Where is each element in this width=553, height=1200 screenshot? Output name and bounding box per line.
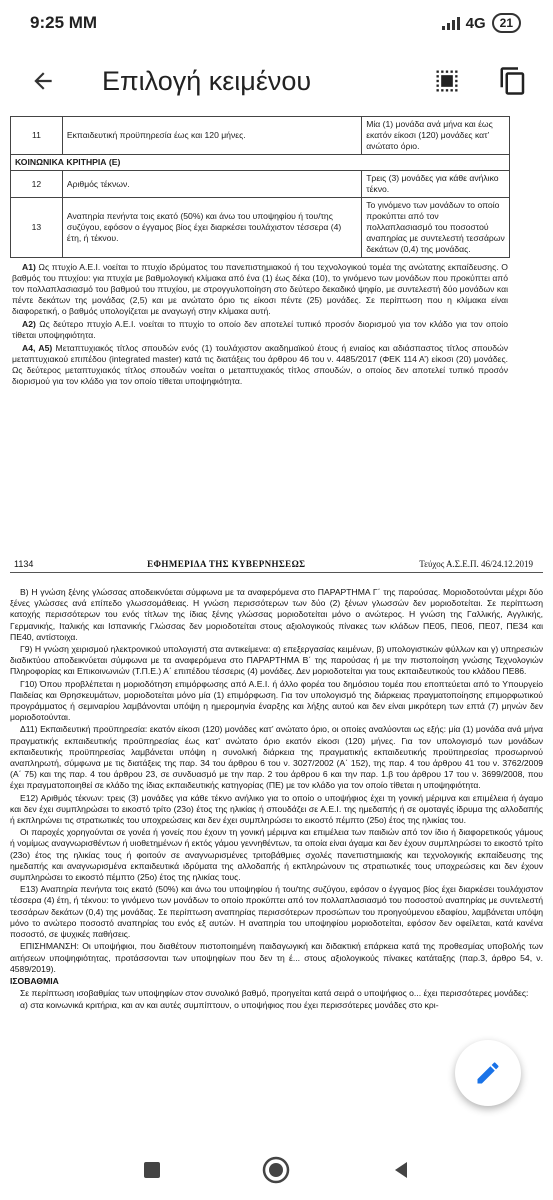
- signal-icon: [442, 16, 460, 30]
- back-triangle-icon: [390, 1159, 412, 1181]
- note-text: Μεταπτυχιακός τίτλος σπουδών ενός (1) τουλάχιστον ακαδημαϊκού έτους ή ενιαίος και αδιάσπαστος τίτλος σπουδών μεταπτυχιακού επιπέδου (integrated master) κατά τις διατάξεις του άρθρου 46 του ν. 4485/2017 (ΦΕΚ 114 Α’) είκοσι (20) μονάδες. Ως δεύτερος μεταπτυχιακός τίτλος σπουδών νοείται ο μεταπτυχιακός τίτλος σπουδών, ο οποίος δεν αποτελεί τυπικό προσόν διορισμού για τον κλάδο για τον οποίο τίθεται υποψηφιότητα.: [12, 343, 508, 386]
- note-paragraph: [12, 319, 508, 341]
- home-circle-icon: [261, 1155, 291, 1185]
- note-text: Ως δεύτερο πτυχίο Α.Ε.Ι. νοείται το πτυχίο το οποίο δεν αποτελεί τυπικό προσόν διορισμού για τον κλάδο για τον οποίο τίθεται υποψηφιότητα.: [12, 319, 508, 340]
- table-row: [11, 198, 510, 258]
- recents-square-icon: [144, 1162, 160, 1178]
- status-icons: [442, 13, 521, 33]
- table-row: [11, 171, 510, 198]
- battery-level: 21: [499, 16, 513, 30]
- row-number: 11: [11, 117, 63, 155]
- paragraph: ΕΠΙΣΗΜΑΝΣΗ: Οι υποψήφιοι, που διαθέτουν πιστοποιημένη παιδαγωγική και διδακτική επάρκεια κατά της προθεσμίας υποβολής των αιτήσεων υποψηφιότητας, προτάσσονται των υποψηφίων που δεν τη έ... στους αξιολογικούς πίνακες κατάταξης (παρ.3, άρθρο 54, ν. 4589/2019).: [10, 941, 543, 974]
- page-gap: [0, 389, 553, 559]
- row-points: Το γινόμενο των μονάδων το οποίο προκύπτει από τον πολλαπλασιασμό του ποσοστού αναπηρίας με συντελεστή τεσσάρων δεκάτων (0,4) της μονάδας.: [362, 198, 510, 258]
- row-description: Αναπηρία πενήντα τοις εκατό (50%) και άνω του υποψηφίου ή του/της συζύγου, εφόσον ο έγγαμος βίος έχει διαρκέσει τουλάχιστον τέσσερα (4) έτη, ή τέκνου.: [62, 198, 361, 258]
- page-title: Επιλογή κειμένου: [102, 65, 312, 96]
- paragraph: Οι παροχές χορηγούνται σε γονέα ή γονείς που έχουν τη γονική μέριμνα και επιμέλεια των παιδιών από τον ίδιο ή διαφορετικούς γάμους ή νομίμως αναγνωρισθέντων ή υιοθετημένων ή εκτός γάμου γεννηθέντων, τα οποία είναι άγαμα και δεν έχουν συμπληρώσει το εικοστό τρίτο (23ο) έτος της ηλικίας τους ή φοιτούν σε αναγνωρισμένες τριτοβάθμιες σχολές πανεπιστημιακής και τεχνολογικής εκπαίδευσης της ημεδαπής και αναγνωρισμένα εκπαιδευτικά ιδρύματα της αλλοδαπής ή εκπληρώνουν τις στρατιωτικές τους υποχρεώσεις και δεν έχουν συμπληρώσει το εικοστό πέμπτο (25ο) έτος της ηλικίας τους.: [10, 827, 543, 883]
- note-lead: Α4, Α5): [22, 343, 53, 353]
- arrow-back-icon: [30, 68, 56, 94]
- row-description: Αριθμός τέκνων.: [62, 171, 361, 198]
- home-button[interactable]: [256, 1150, 296, 1190]
- document-sheet-1: [4, 116, 544, 387]
- paragraph: Γ10) Όπου προβλέπεται η μοριοδότηση επιμόρφωσης από Α.Ε.Ι. ή άλλο φορέα του δημόσιου τομέα που εποπτεύεται από το Υπουργείο Παιδείας και Θρησκευμάτων, μοριοδοτείται μόνο μία (1) επιμόρφωση. Για τον υπολογισμό της διάρκειας πραγματοποίησης επιμορφωτικού προγράμματος ή σεμιναρίου λαμβάνονται υπόψη η ημερομηνία έναρξης και λήξης αυτού και δεν είναι μικρότερη των επτά (7) μηνών δεν μοριοδοτούνται.: [10, 678, 543, 723]
- paragraph: α) στα κοινωνικά κριτήρια, και αν και αυτές συμπίπτουν, ο υποψήφιος που έχει περισσότερες μονάδες στο κρι-: [20, 1000, 439, 1011]
- note-text: Ως πτυχίο Α.Ε.Ι. νοείται το πτυχίο ιδρύματος του πανεπιστημιακού ή του τεχνολογικού τομέα της ανώτατης εκπαίδευσης. Ο βαθμός του πτυχίου: για πτυχία με βαθμολογική κλίμακα από ένα (1) έως δέκα (10), το γινόμενο των μονάδων που προκύπτει από τον πολλαπλασιασμό του βαθμού του πτυχίου, με στρογγυλοποίηση στο δεύτερο δεκαδικό ψηφίο, με συντελεστή δύο μονάδων και πέντε δεκάτων της μονάδας (2,5) και με ανώτατο όριο τις είκοσι πέντε (25) μονάδες. Σε περίπτωση που η κλίμακα είναι διαφορετική, ο βαθμός υπολογίζεται με αναγωγή στην κλίμακα αυτή.: [12, 262, 508, 316]
- copy-button[interactable]: [491, 59, 535, 103]
- note-paragraph: [12, 343, 508, 387]
- status-time: 9:25 MM: [30, 13, 98, 32]
- paragraph: Δ11) Εκπαιδευτική προϋπηρεσία: εκατόν είκοσι (120) μονάδες κατ’ ανώτατο όριο, οι οποίες αναλύονται ως εξής: μία (1) μονάδα ανά μήνα πραγματικής εκπαιδευτικής προϋπηρεσίας έως κατ’ ανώτατο όριο εκατόν είκοσι (120) μήνες. Για τον υπολογισμό των μονάδων εκπαιδευτικής προϋπηρεσίας λαμβάνεται υπόψη η συνολική διάρκεια της πραγματικής εκπαιδευτικής προϋπηρεσίας προσωρινού αναπληρωτή, σύμφωνα με τις διατάξεις της παρ. 34 του άρθρου 6 του ν. 3027/2002 (Α΄ 152), της παρ. 4 του άρθρου 41 του ν. 3762/2009 (Α΄ 75) και της παρ. 4 του άρθρου 23, σε συνδυασμό με την παρ. 2 του άρθρου 6 και την παρ. 1.β του άρθρου 17 του ν. 3699/2008, που έχει πραγματοποιηθεί σε κλάδο της ίδιας εκπαιδευτικής κατηγορίας (ΠΕ) με τον κλάδο για τον οποίο τίθεται η υποψηφιότητα.: [10, 724, 543, 791]
- note-lead: Α1): [22, 262, 36, 272]
- paragraph: Σε περίπτωση ισοβαθμίας των υποψηφίων στον συνολικό βαθμό, προηγείται κατά σειρά ο υποψήφιος ο... έχει περισσότερες μονάδες:: [20, 988, 529, 999]
- note-paragraph: [12, 262, 508, 317]
- paragraph: Γ9) Η γνώση χειρισμού ηλεκτρονικού υπολογιστή στα αντικείμενα: α) επεξεργασίας κειμένων, β) υπολογιστικών φύλλων και γ) υπηρεσιών διαδικτύου αποδεικνύεται σύμφωνα με τα αναφερόμενα στο ΠΑΡΑΡΤΗΜΑ Β΄ της παρούσας ή με την πιστοποίηση γνώσης Τεχνολογιών Πληροφορίας και Επικοινωνιών (Τ.Π.Ε.) Α΄ επιπέδου τέσσερις (4) μονάδες. Δεν μοριοδοτείται για τους εκπαιδευτικούς του κλάδου ΠΕ86.: [10, 644, 543, 677]
- document-view[interactable]: [0, 116, 553, 1013]
- note-lead: Α2): [22, 319, 36, 329]
- edit-pencil-icon: [474, 1059, 502, 1087]
- top-app-bar: [0, 46, 553, 116]
- document-body: [10, 587, 543, 1012]
- status-bar: [0, 0, 553, 46]
- section-heading: ΙΣΟΒΑΘΜΙΑ: [10, 975, 59, 986]
- battery-icon: [492, 13, 521, 33]
- paragraph: Β) Η γνώση ξένης γλώσσας αποδεικνύεται σύμφωνα με τα αναφερόμενα στο ΠΑΡΑΡΤΗΜΑ Γ΄ της παρούσας. Μοριοδοτούνται μέχρι δύο ξένες γλώσσες ανά επίπεδο γλωσσομάθειας. Η γνώση περισσότερων των δύο (2) ξένων γλωσσών δεν μοριοδοτείται. Σε περίπτωση κατοχής περισσότερων του ενός τίτλων της ίδιας ξένης γλώσσας μοριοδοτείται μόνο ο ανώτερος. Η γνώση της Γαλλικής, Αγγλικής, Γερμανικής, Ιταλικής και Ισπανικής Γλώσσας δεν μοριοδοτείται στους αξιολογικούς πίνακες των κλάδων ΠΕ05, ΠΕ06, ΠΕ07, ΠΕ34 και ΠΕ40, αντίστοιχα.: [10, 587, 543, 642]
- nav-back-button[interactable]: [381, 1150, 421, 1190]
- copy-icon: [498, 66, 528, 96]
- paragraph: Ε12) Αριθμός τέκνων: τρεις (3) μονάδες για κάθε τέκνο ανήλικο για το οποίο ο υποψήφιος έχει τη γονική μέριμνα και επιμέλεια ή άγαμο και δεν έχει συμπληρώσει το εικοστό τρίτο (23ο) έτος της ηλικίας ή σπουδάζει σε Α.Ε.Ι. της ημεδαπής ή σε ομοταγές ίδρυμα της αλλοδαπής ή εκπληρώνει τις στρατιωτικές του υποχρεώσεις και δεν έχει συμπληρώσει το εικοστό πέμπτο (25ο) έτος της ηλικίας του.: [10, 792, 543, 826]
- back-button[interactable]: [8, 46, 78, 116]
- select-all-icon: [433, 67, 461, 95]
- recents-button[interactable]: [132, 1150, 172, 1190]
- issue-label: Τεύχος Α.Σ.Ε.Π. 46/24.12.2019: [419, 559, 533, 569]
- row-number: 12: [11, 171, 63, 198]
- row-points: Τρεις (3) μονάδες για κάθε ανήλικο τέκνο.: [362, 171, 510, 198]
- table-row: [11, 117, 510, 155]
- network-type: 4G: [465, 14, 486, 32]
- table-section-row: [11, 155, 510, 171]
- row-number: 13: [11, 198, 63, 258]
- section-title: ΚΟΙΝΩΝΙΚΑ ΚΡΙΤΗΡΙΑ (Ε): [11, 155, 510, 171]
- table-notes: [12, 262, 508, 387]
- paragraph: Ε13) Αναπηρία πενήντα τοις εκατό (50%) και άνω του υποψηφίου ή του/της συζύγου, εφόσον ο έγγαμος βίος έχει διαρκέσει τουλάχιστον τέσσερα (4) έτη, ή τέκνου: το γινόμενο των μονάδων το οποίο προκύπτει από τον πολλαπλασιασμό του ποσοστού αναπηρίας με συντελεστή τεσσάρων δεκάτων (0,4) της μονάδας. Σε περίπτωση αναπηρίας περισσότερων προσώπων του προηγούμενου εδαφίου, λαμβάνεται υπόψη μόνο το ανώτερο ποσοστό αναπηρίας του ενός εξ αυτών. Η αναπηρία του υποψηφίου μοριοδοτείται, εφόσον δεν οφείλεται, κατά κανένα ποσοστό, σε ψυχικές παθήσεις.: [10, 884, 543, 940]
- document-sheet-2: [0, 559, 553, 1012]
- criteria-table: [10, 116, 510, 258]
- gazette-title: ΕΦΗΜΕΡΙΔΑ ΤΗΣ ΚΥΒΕΡΝΗΣΕΩΣ: [147, 559, 306, 569]
- row-points: Μία (1) μονάδα ανά μήνα και έως εκατόν είκοσι (120) μονάδες κατ’ ανώτατο όριο.: [362, 117, 510, 155]
- select-all-button[interactable]: [425, 59, 469, 103]
- system-nav-bar: [0, 1140, 553, 1200]
- page-number: 1134: [14, 559, 34, 569]
- running-header: [10, 559, 543, 573]
- edit-fab-button[interactable]: [455, 1040, 521, 1106]
- row-description: Εκπαιδευτική προϋπηρεσία έως και 120 μήνες.: [62, 117, 361, 155]
